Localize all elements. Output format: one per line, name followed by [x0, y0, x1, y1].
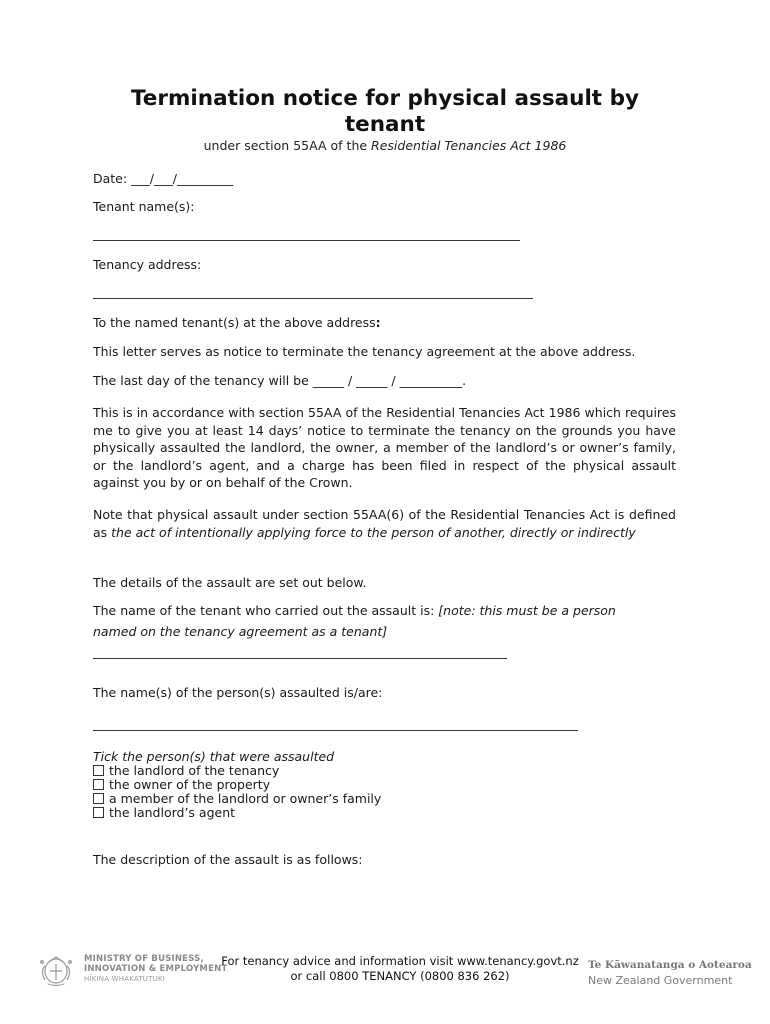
persons-assaulted-line[interactable] [93, 730, 578, 731]
last-day-field[interactable]: The last day of the tenancy will be _____ / _____ / __________. [93, 373, 467, 388]
checkbox[interactable] [93, 807, 104, 818]
nzgov-maori-name: Te Kāwanatanga o Aotearoa [588, 959, 752, 971]
description-label: The description of the assault is as follows: [93, 852, 363, 867]
note-definition: the act of intentionally applying force to the person of another, directly or indirectly [111, 524, 636, 540]
details-intro: The details of the assault are set out below. [93, 575, 367, 590]
nz-government-logo [588, 958, 752, 988]
tenant-who-assaulted-label [93, 602, 616, 620]
tick-option-agent[interactable] [93, 806, 235, 820]
persons-assaulted-label: The name(s) of the person(s) assaulted is/are: [93, 685, 383, 700]
advice-line1[interactable]: For tenancy advice and information visit www.tenancy.govt.nz [221, 954, 579, 968]
subtitle-act-name: Residential Tenancies Act 1986 [371, 138, 567, 153]
tick-option-landlord[interactable] [93, 764, 279, 778]
tenant-names-line[interactable] [93, 240, 520, 241]
tick-option-family-member[interactable] [93, 792, 381, 806]
serves-notice-text: This letter serves as notice to terminate the tenancy agreement at the above address. [93, 344, 636, 359]
tenancy-address-label: Tenancy address: [93, 257, 202, 272]
subtitle-prefix: under section 55AA of the [203, 138, 372, 153]
tenant-who-assaulted-text: The name of the tenant who carried out the assault is: [93, 603, 439, 618]
to-tenants-text: To the named tenant(s) at the above address [93, 315, 376, 330]
tick-option-label: a member of the landlord or owner’s family [109, 791, 382, 806]
mbie-line2: INNOVATION & EMPLOYMENT [84, 964, 228, 974]
tenancy-advice-footer [212, 954, 588, 984]
tenancy-address-line[interactable] [93, 298, 533, 299]
mbie-crest-icon [36, 952, 76, 988]
checkbox[interactable] [93, 793, 104, 804]
nzgov-english-name: New Zealand Government [588, 974, 733, 987]
checkbox[interactable] [93, 779, 104, 790]
note-prefix: Note that physical assault under section 55AA(6) of the Residential Tenancies Act is defined as [93, 507, 676, 540]
to-tenants-line [93, 314, 381, 332]
document-title: Termination notice for physical assault by tenant [131, 86, 639, 137]
mbie-line1: MINISTRY OF BUSINESS, [84, 954, 204, 964]
tenant-note-line2: named on the tenancy agreement as a tenant] [93, 624, 388, 639]
tick-instruction: Tick the person(s) that were assaulted [93, 749, 335, 764]
tick-option-label: the landlord’s agent [109, 805, 236, 820]
advice-line2: or call 0800 TENANCY (0800 836 262) [290, 969, 510, 983]
mbie-line3: HĪKINA WHAKATUTUKI [84, 975, 165, 983]
note-paragraph [93, 506, 676, 541]
date-field[interactable]: Date: ___/___/_________ [93, 171, 234, 186]
tenant-who-assaulted-line[interactable] [93, 658, 507, 659]
checkbox[interactable] [93, 765, 104, 776]
tenant-names-label: Tenant name(s): [93, 199, 195, 214]
tenant-note-line1: [note: this must be a person [438, 603, 616, 618]
to-tenants-colon: : [375, 315, 381, 330]
tick-option-owner[interactable] [93, 778, 270, 792]
tick-option-label: the owner of the property [109, 777, 271, 792]
accordance-paragraph: This is in accordance with section 55AA of the Residential Tenancies Act 1986 which requires me to give you at least 14 days’ notice to terminate the tenancy on the grounds you have physically assaulted the landlord, the owner, a member of the landlord’s or owner’s family, or the landlord’s agent, and a charge has been filed in respect of the physical assault against you by or on behalf of the Crown. [93, 405, 676, 490]
tick-option-label: the landlord of the tenancy [109, 763, 280, 778]
mbie-wordmark [84, 954, 227, 984]
document-subtitle [90, 138, 680, 153]
